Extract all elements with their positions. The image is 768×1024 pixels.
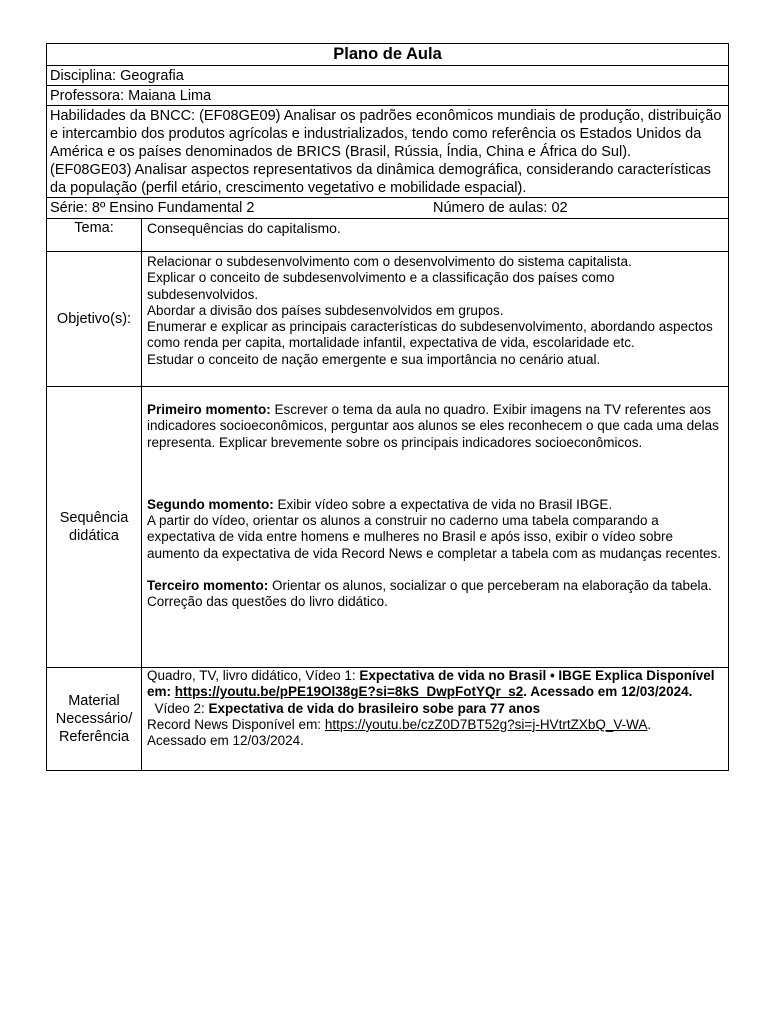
video-1-link[interactable]: https://youtu.be/pPE19Ol38gE?si=8kS_DwpFotYQr_s2 <box>174 684 524 700</box>
numero-aulas-field: Número de aulas: 02 <box>433 200 568 216</box>
segundo-momento-detail: A partir do vídeo, orientar os alunos a construir no caderno uma tabela comparando a expectativa de vida entre homens e mulheres no Brasil e após isso, exibir o vídeo sobre aumento da expectativa de vida Record News e completar a tabela com as mudanças recentes. <box>147 513 722 561</box>
objetivo-item: Relacionar o subdesenvolvimento com o desenvolvimento do sistema capitalista. <box>147 254 632 269</box>
page-title: Plano de Aula <box>47 44 729 66</box>
material-label-line-1: Material <box>68 693 120 709</box>
video-2-prefix: Vídeo 2: <box>147 700 209 716</box>
material-label <box>47 668 142 771</box>
material-label-line-2: Necessário/ <box>55 711 133 727</box>
sequencia-label-line-1: Sequência <box>59 510 129 526</box>
objetivo-item: Explicar o conceito de subdesenvolvimento e a classificação dos países como subdesenvolvidos. <box>147 270 615 302</box>
habilidades-field <box>47 106 729 198</box>
terceiro-momento-detail: Correção das questões do livro didático. <box>147 594 388 610</box>
terceiro-momento <box>147 578 723 594</box>
video-2-title: Expectativa de vida do brasileiro sobe para 77 anos <box>208 700 541 716</box>
habilidades-paragraph-1: Habilidades da BNCC: (EF08GE09) Analisar os padrões econômicos mundiais de produção, distribuição e intercambio dos produtos agrícolas e industrializados, tendo como referência os Estados Unidos da América e os países denominados de BRICS (Brasil, Rússia, Índia, China e África do Sul). <box>50 108 722 160</box>
video-2-disponivel: Record News Disponível em: <box>147 716 325 732</box>
video-2-access-date: Acessado em 12/03/2024. <box>147 733 304 749</box>
sequencia-label-line-2: didática <box>69 528 119 544</box>
objetivo-item: Estudar o conceito de nação emergente e sua importância no cenário atual. <box>147 351 601 367</box>
serie-field: Série: 8º Ensino Fundamental 2 <box>50 200 255 216</box>
tema-label: Tema: <box>47 219 142 252</box>
sequencia-label <box>47 387 142 668</box>
primeiro-momento <box>147 402 723 451</box>
terceiro-momento-text: Orientar os alunos, socializar o que perceberam na elaboração da tabela. <box>268 578 712 594</box>
serie-row <box>47 198 729 219</box>
objetivos-list <box>142 252 729 387</box>
video-1-access-date: . Acessado em 12/03/2024. <box>523 684 693 700</box>
material-video-2-source <box>147 717 723 733</box>
segundo-momento-title: Segundo momento: <box>147 496 274 512</box>
material-intro: Quadro, TV, livro didático, Vídeo 1: <box>147 668 360 683</box>
material-content <box>142 668 729 771</box>
lesson-plan-table <box>46 43 729 771</box>
professora-field: Professora: Maiana Lima <box>47 86 729 106</box>
habilidades-paragraph-2: (EF08GE03) Analisar aspectos representativos da dinâmica demográfica, considerando características da população (perfil etário, crescimento vegetativo e mobilidade espacial). <box>50 162 711 196</box>
objetivo-item: Enumerar e explicar as principais características do subdesenvolvimento, abordando aspectos como renda per capita, mortalidade infantil, expectativa de vida, escolaridade etc. <box>147 319 713 351</box>
objetivo-item: Abordar a divisão dos países subdesenvolvidos em grupos. <box>147 302 504 318</box>
video-1-title: Expectativa de vida no Brasil • IBGE Explica <box>359 668 643 683</box>
material-label-line-3: Referência <box>58 729 130 745</box>
tema-value: Consequências do capitalismo. <box>142 219 729 252</box>
objetivos-label: Objetivo(s): <box>47 252 142 387</box>
terceiro-momento-title: Terceiro momento: <box>147 578 269 594</box>
material-video-1 <box>147 668 723 701</box>
primeiro-momento-text: Escrever o tema da aula no quadro. Exibir imagens na TV referentes aos indicadores socioeconômicos, perguntar aos alunos se eles reconhecem o que cada uma delas representa. Explicar brevemente sobre os principais indicadores socioeconômicos. <box>147 402 719 450</box>
lesson-plan <box>46 43 728 771</box>
primeiro-momento-title: Primeiro momento: <box>147 402 271 417</box>
disciplina-field: Disciplina: Geografia <box>47 66 729 86</box>
material-video-2 <box>147 701 723 717</box>
segundo-momento <box>147 497 723 513</box>
video-1-disponivel: Disponível em: <box>147 668 715 700</box>
sequencia-content <box>142 387 729 668</box>
video-2-link[interactable]: https://youtu.be/czZ0D7BT52g?si=j-HVtrtZXbQ_V-WA <box>324 716 648 732</box>
segundo-momento-text: Exibir vídeo sobre a expectativa de vida no Brasil IBGE. <box>273 496 613 512</box>
video-2-period: . <box>647 716 652 732</box>
